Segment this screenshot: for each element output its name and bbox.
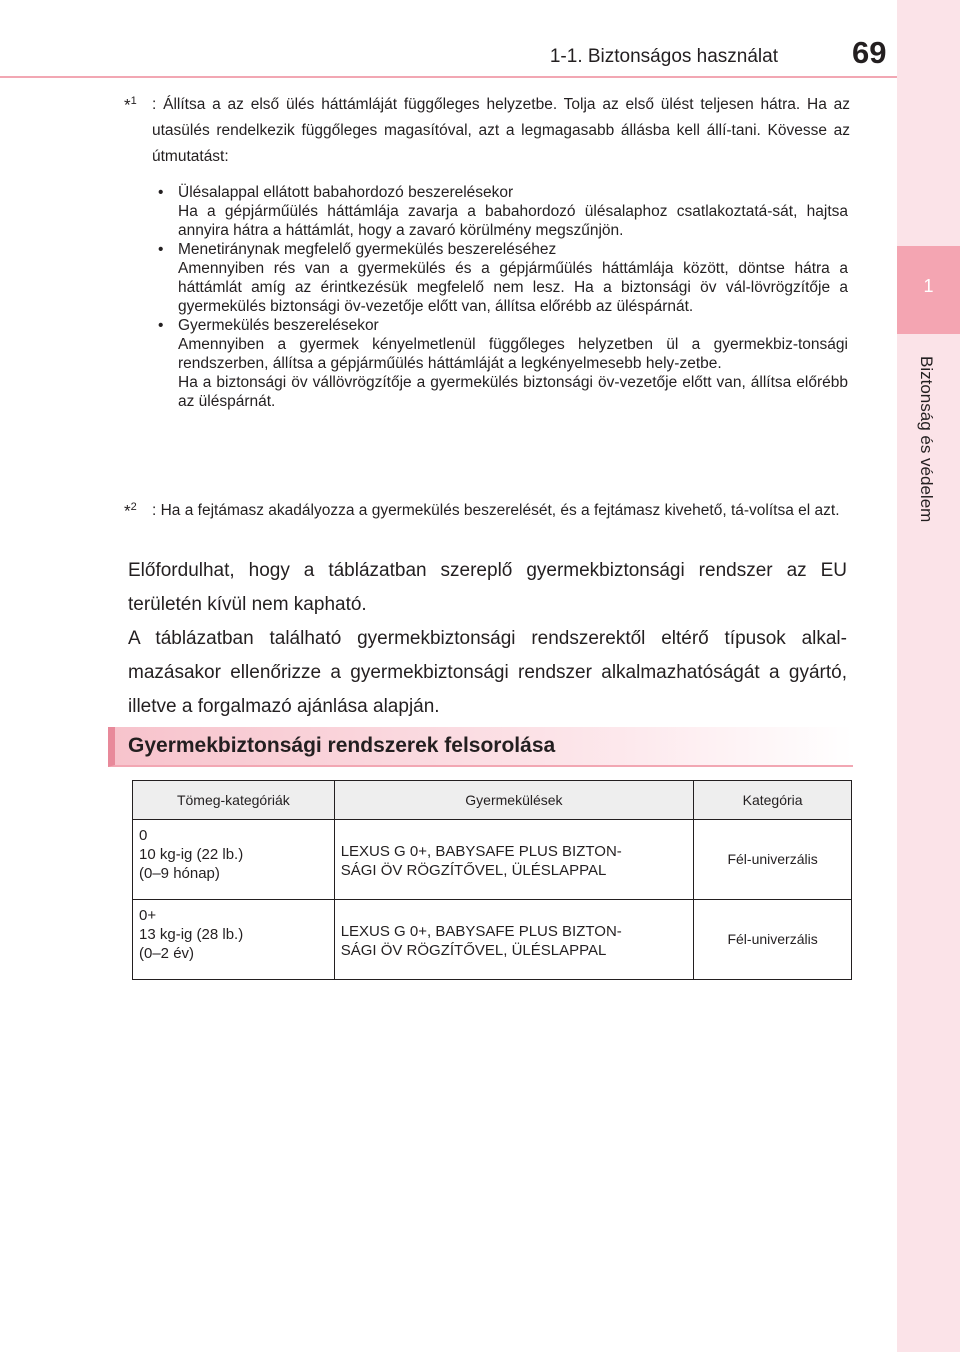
header-rule	[0, 76, 897, 78]
list-item: • Ülésalappal ellátott babahordozó beszerelésekor Ha a gépjárműülés háttámlája zavarja a babahordozó ülésalaphoz csatlakoztatá-sát, hajtsa annyira hátra a háttámlát, hogy a zavaró körülmény megszűnjön.	[158, 184, 848, 239]
page-number: 69	[852, 35, 887, 70]
chapter-title: Biztonság és védelem	[917, 356, 936, 523]
column-header: Tömeg-kategóriák	[133, 781, 335, 820]
bullet-title: Ülésalappal ellátott babahordozó beszerelésekor	[178, 184, 514, 201]
weight-cell: 0 10 kg-ig (22 lb.) (0–9 hónap)	[133, 820, 335, 900]
category-cell: Fél-univerzális	[694, 900, 852, 980]
bullet-title: Menetiránynak megfelelő gyermekülés beszereléséhez	[178, 241, 557, 258]
body-paragraph: A táblázatban található gyermekbiztonsági rendszerektől eltérő típusok alkal-mazásakor ellenőrizze a gyermekbiztonsági rendszer alkalmazhatóságát a gyártó, illetve a forgalmazó ajánlása alapján.	[128, 628, 847, 717]
bullet-body: Ha a biztonsági öv vállövrögzítője a gyermekülés biztonsági öv-vezetője előtt van, állítsa előrébb az üléspárnát.	[178, 374, 848, 410]
table-row	[133, 820, 852, 900]
seat-cell: LEXUS G 0+, BABYSAFE PLUS BIZTON- SÁGI ÖV RÖGZÍTŐVEL, ÜLÉSLAPPAL	[334, 820, 693, 900]
bullet-body: Ha a gépjárműülés háttámlája zavarja a babahordozó ülésalaphoz csatlakoztatá-sát, hajtsa annyira hátra a háttámlát, hogy a zavaró körülmény megszűnjön.	[178, 203, 848, 239]
table-header-row	[133, 781, 852, 820]
weight-cell: 0+ 13 kg-ig (28 lb.) (0–2 év)	[133, 900, 335, 980]
footnote-mark: *$^1$	[124, 95, 137, 115]
section-title: Gyermekbiztonsági rendszerek felsorolása	[128, 734, 556, 757]
seat-cell: LEXUS G 0+, BABYSAFE PLUS BIZTON- SÁGI ÖV RÖGZÍTŐVEL, ÜLÉSLAPPAL	[334, 900, 693, 980]
running-header: 1-1. Biztonságos használat	[549, 46, 778, 67]
body-paragraph: Előfordulhat, hogy a táblázatban szereplő gyermekbiztonsági rendszer az EU területén kívül nem kapható.	[128, 560, 847, 615]
bullet-body: Amennyiben rés van a gyermekülés és a gépjárműülés háttámlája között, döntse hátra a háttámlát amíg az érintkezésük megfelelő nem lesz. Ha a biztonsági öv vál-lövrögzítője a gyermekülés biztonsági öv-vezetője előtt van, állítsa előrébb az üléspárnát.	[178, 260, 848, 315]
list-item: • Gyermekülés beszerelésekor Amennyiben a gyermek kényelmetlenül függőleges helyzetben ül a gyermekbiz-tonsági rendszerben, állítsa a gépjárműülés háttámláját a legkényelmesebb hely-zetbe. Ha a biztonsági öv vállövrögzítője a gyermekülés biztonsági öv-vezetője előtt van, állítsa előrébb az üléspárnát.	[158, 317, 848, 410]
chapter-number: 1	[923, 276, 934, 296]
footnote-2	[124, 498, 850, 524]
bullet-body: Amennyiben a gyermek kényelmetlenül függőleges helyzetben ül a gyermekbiz-tonsági rendszerben, állítsa a gépjárműülés háttámláját a legkényelmesebb hely-zetbe.	[178, 336, 848, 372]
footnote-mark: *$^2$	[124, 501, 137, 521]
bullet-list	[158, 183, 848, 411]
footnote-1	[124, 92, 850, 170]
bullet-title: Gyermekülés beszerelésekor	[178, 317, 379, 334]
side-strip	[897, 0, 960, 1352]
category-cell: Fél-univerzális	[694, 820, 852, 900]
column-header: Kategória	[694, 781, 852, 820]
child-seat-table	[132, 780, 852, 980]
table-row	[133, 900, 852, 980]
footnote-text: : Állítsa a az első ülés háttámláját függőleges helyzetbe. Tolja az első ülést teljesen hátra. Ha az utasülés rendelkezik függőleges magasítóval, azt a legmagasabb állásba kell állí-tani. Kövesse az útmutatást:	[152, 96, 850, 165]
column-header: Gyermekülések	[334, 781, 693, 820]
footnote-text: : Ha a fejtámasz akadályozza a gyermekülés beszerelését, és a fejtámasz kivehető, tá-volítsa el azt.	[152, 502, 840, 519]
list-item: • Menetiránynak megfelelő gyermekülés beszereléséhez Amennyiben rés van a gyermekülés és a gépjárműülés háttámlája között, döntse hátra a háttámlát amíg az érintkezésük megfelelő nem lesz. Ha a biztonsági öv vál-lövrögzítője a gyermekülés biztonsági öv-vezetője előtt van, állítsa előrébb az üléspárnát.	[158, 241, 848, 315]
